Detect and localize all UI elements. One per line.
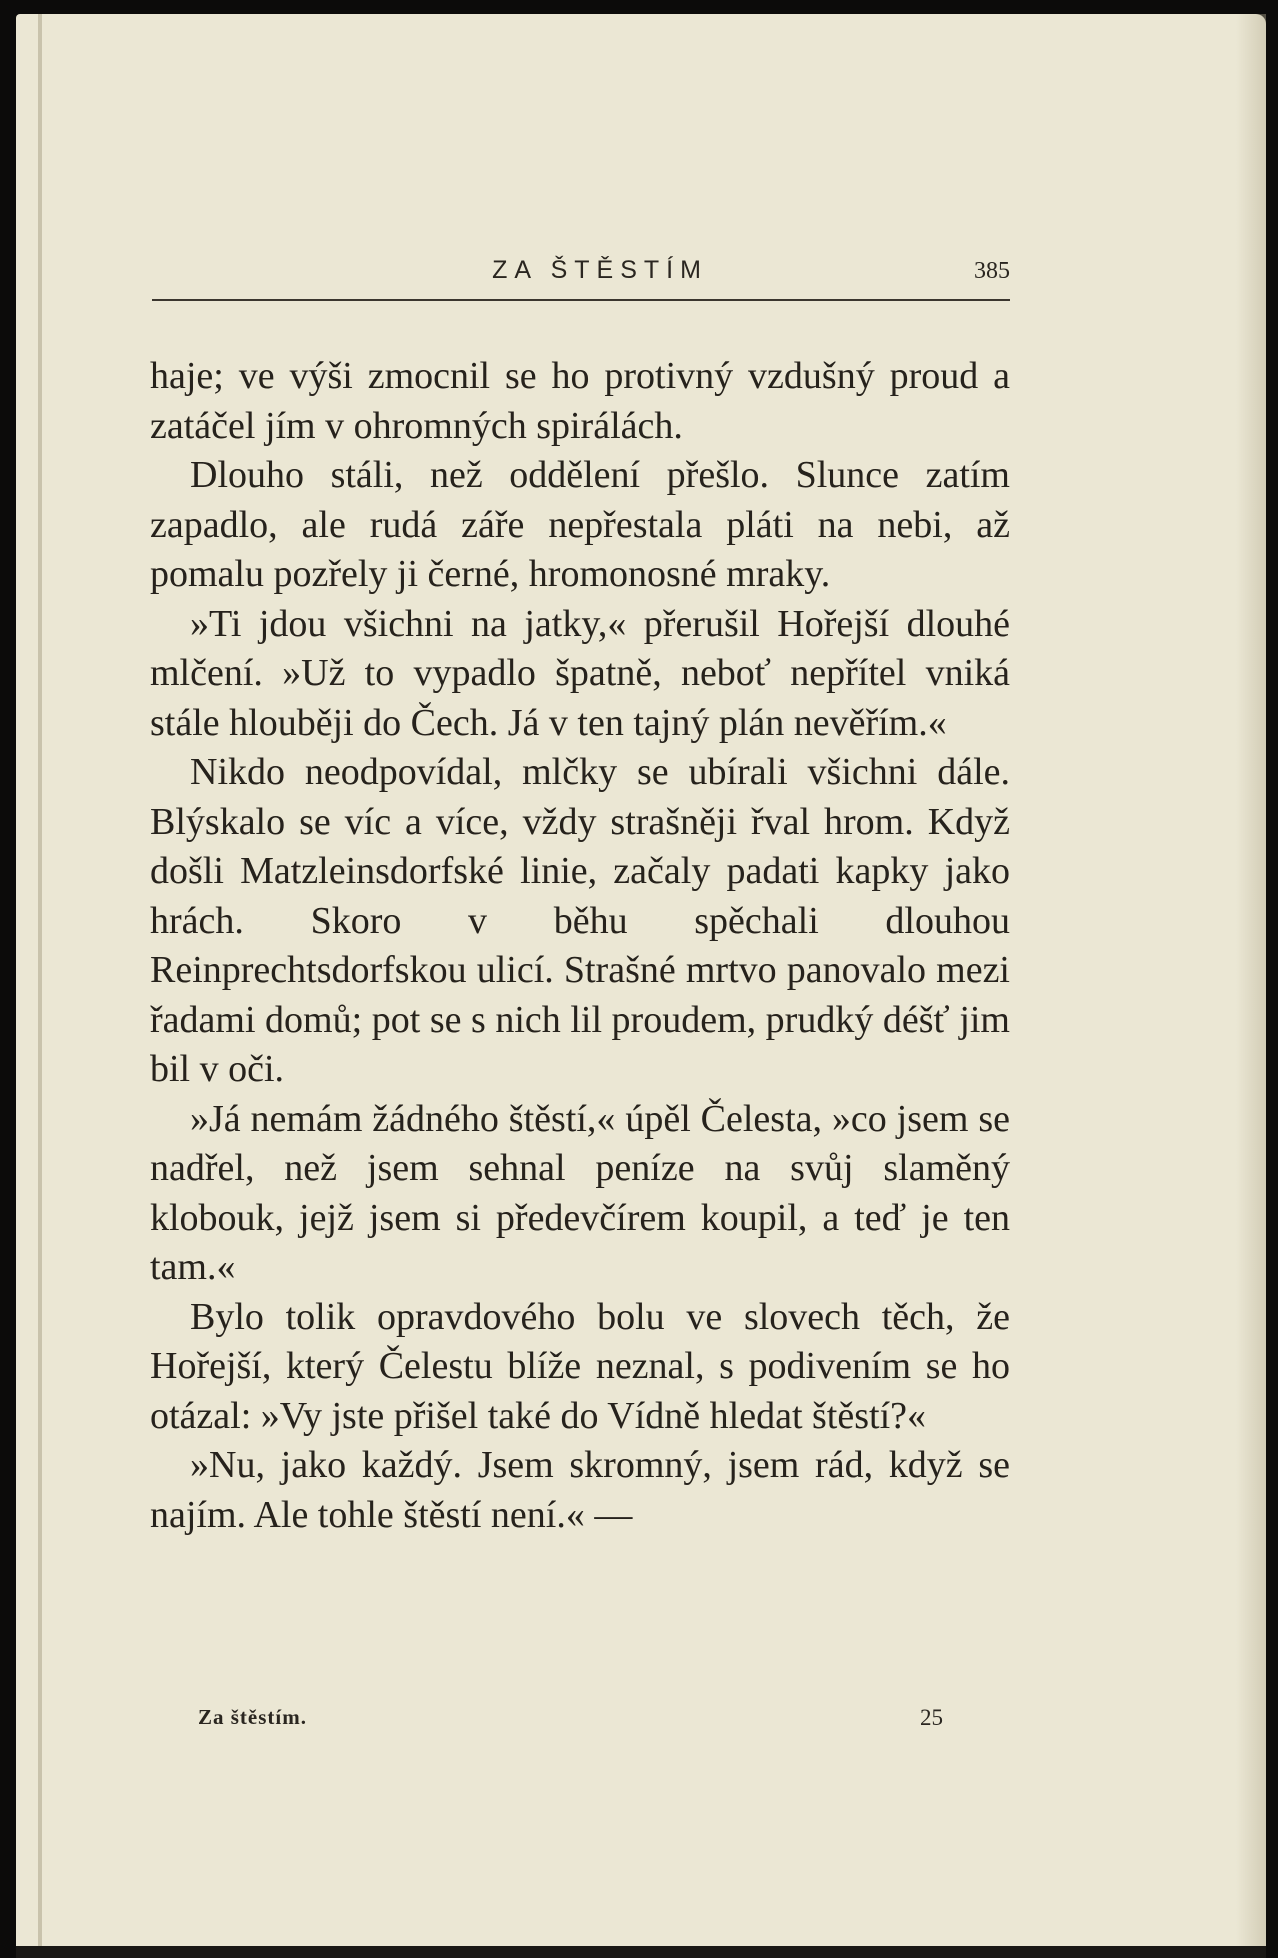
- paragraph: »Ti jdou všichni na jatky,« přerušil Hořejší dlouhé mlčení. »Už to vypadlo špatně, neboť nepřítel vniká stále hlouběji do Čech. Já v ten tajný plán nevěřím.«: [150, 602, 1010, 744]
- paragraph: »Já nemám žádného štěstí,« úpěl Čelesta, »co jsem se nadřel, než jsem sehnal peníze na svůj slaměný klobouk, jejž jsem si předevčírem koupil, a teď je ten tam.«: [150, 1097, 1010, 1288]
- body-text: [150, 352, 1010, 1540]
- signature-number: 25: [920, 1705, 943, 1730]
- paragraph: Dlouho stáli, než oddělení přešlo. Slunce zatím zapadlo, ale rudá záře nepřestala pláti na nebi, až pomalu pozřely ji černé, hromonosné mraky.: [150, 454, 1010, 595]
- page-header: [150, 256, 1010, 300]
- page-footer: [150, 1705, 1010, 1737]
- running-head: ZA ŠTĚSTÍM: [492, 256, 708, 284]
- paragraph: haje; ve výši zmocnil se ho protivný vzdušný proud a zatáčel jím v ohromných spirálách.: [150, 355, 1010, 447]
- header-rule: [152, 299, 1010, 301]
- scan-bottom-edge: [16, 1946, 1266, 1958]
- paragraph: Nikdo neodpovídal, mlčky se ubírali všichni dále. Blýskalo se víc a více, vždy strašněji řval hrom. Když došli Matzleinsdorfské linie, začaly padati kapky jako hrách. Skoro v běhu spěchali dlouhou Reinprechtsdorfskou ulicí. Strašné mrtvo panovalo mezi řadami domů; pot se s nich lil proudem, prudký déšť jim bil v oči.: [150, 751, 1010, 1090]
- signature-mark: Za štěstím.: [198, 1705, 307, 1729]
- page-number: 385: [974, 258, 1010, 284]
- paragraph: »Nu, jako každý. Jsem skromný, jsem rád, když se najím. Ale tohle štěstí není.« —: [150, 1444, 1010, 1536]
- page-gutter: [38, 14, 42, 1958]
- page-edge-shadow: [1236, 14, 1266, 1958]
- paragraph: Bylo tolik opravdového bolu ve slovech těch, že Hořejší, který Čelestu blíže neznal, s podivením se ho otázal: »Vy jste přišel také do Vídně hledat štěstí?«: [150, 1295, 1010, 1437]
